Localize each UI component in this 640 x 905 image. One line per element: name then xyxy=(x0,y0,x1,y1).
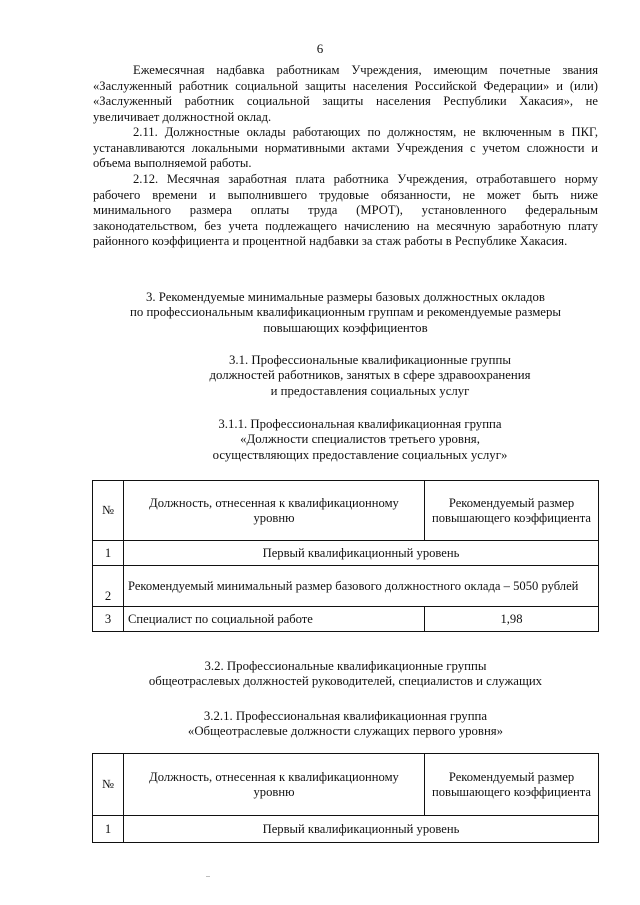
coefficient-value: 1,98 xyxy=(425,607,599,632)
row-number: 1 xyxy=(93,816,124,843)
section-3-2-heading xyxy=(93,659,598,690)
header-coefficient: Рекомендуемый размер повышающего коэффициента xyxy=(425,481,599,541)
row-number: 3 xyxy=(93,607,124,632)
section-3-2-1-line-1: 3.2.1. Профессиональная квалификационная группа xyxy=(203,709,488,723)
section-3-2-1-heading xyxy=(93,709,598,740)
row-number: 2 xyxy=(93,566,124,607)
section-3-1-heading xyxy=(140,353,600,399)
qualification-level-title: Первый квалификационный уровень xyxy=(124,541,599,566)
table-row xyxy=(93,566,599,607)
paragraph-honorary-titles: Ежемесячная надбавка работникам Учреждения, имеющим почетные звания «Заслуженный работник социальной защиты населения Российской Федерации» и (или) «Заслуженный работник социальной защиты населения Республики Хакасия», не увеличивает должностной оклад. xyxy=(93,63,598,124)
paragraph-2-12: 2.12. Месячная заработная плата работника Учреждения, отработавшего норму рабочего времени и выполнившего трудовые обязанности, не может быть ниже минимального размера оплаты труда (МРОТ), установленного федеральным законодательством, без учета подлежащего начислению на месячную заработную плату районного коэффициента и процентной надбавки за стаж работы в Республике Хакасия. xyxy=(93,172,598,249)
table-general-first-level xyxy=(92,753,599,843)
section-3-1-1-line-3: осуществляющих предоставление социальных услуг» xyxy=(212,447,508,462)
section-3-1-line-3: и предоставления социальных услуг xyxy=(270,383,470,398)
page-number: 6 xyxy=(316,41,324,56)
section-3-heading xyxy=(93,290,598,336)
section-3-1-1-heading xyxy=(150,417,570,463)
header-position: Должность, отнесенная к квалификационному уровню xyxy=(124,754,425,816)
table-pkg-third-level xyxy=(92,480,599,632)
table-row xyxy=(93,541,599,566)
section-3-1-line-1: 3.1. Профессиональные квалификационные группы xyxy=(229,353,511,367)
table-row xyxy=(93,607,599,632)
section-3-2-line-1: 3.2. Профессиональные квалификационные группы xyxy=(204,659,487,673)
position-name: Специалист по социальной работе xyxy=(124,607,425,632)
table-header-row xyxy=(93,481,599,541)
header-number: № xyxy=(93,481,124,541)
section-3-1-1-line-2: «Должности специалистов третьего уровня, xyxy=(240,432,480,447)
section-3-2-1-line-2: «Общеотраслевые должности служащих первого уровня» xyxy=(187,724,504,739)
table-row xyxy=(93,816,599,843)
header-number: № xyxy=(93,754,124,816)
paragraph-2-11: 2.11. Должностные оклады работающих по должностям, не включенным в ПКГ, устанавливаются локальными нормативными актами Учреждения с учетом сложности и объема выполняемой работы. xyxy=(93,125,598,171)
section-3-line-1: 3. Рекомендуемые минимальные размеры базовых должностных окладов xyxy=(146,290,545,304)
row-number: 1 xyxy=(93,541,124,566)
section-3-1-1-line-1: 3.1.1. Профессиональная квалификационная группа xyxy=(218,417,502,431)
qualification-level-title: Первый квалификационный уровень xyxy=(124,816,599,843)
section-3-1-line-2: должностей работников, занятых в сфере здравоохранения xyxy=(209,368,531,383)
scan-artifact-divider xyxy=(206,876,210,877)
header-position: Должность, отнесенная к квалификационному уровню xyxy=(124,481,425,541)
section-3-2-line-2: общеотраслевых должностей руководителей, специалистов и служащих xyxy=(148,674,543,689)
section-3-line-3: повышающих коэффициентов xyxy=(263,320,428,335)
table-header-row xyxy=(93,754,599,816)
base-salary-text: Рекомендуемый минимальный размер базового должностного оклада – 5050 рублей xyxy=(124,566,599,607)
section-3-line-2: по профессиональным квалификационным группам и рекомендуемые размеры xyxy=(130,305,561,320)
header-coefficient: Рекомендуемый размер повышающего коэффициента xyxy=(425,754,599,816)
